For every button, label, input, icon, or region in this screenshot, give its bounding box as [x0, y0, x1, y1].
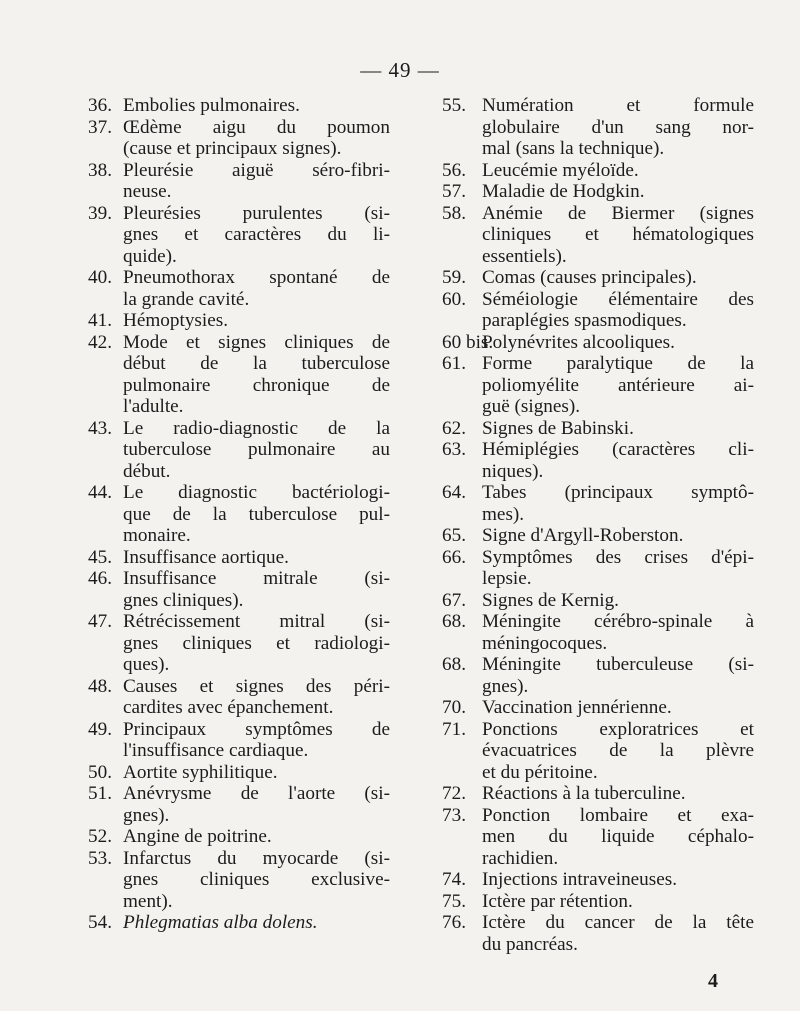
- item-number: 55.: [442, 95, 466, 116]
- item-number: 67.: [442, 589, 466, 611]
- list-item: [442, 332, 754, 354]
- item-number: 39.: [88, 202, 112, 224]
- item-number: 44.: [88, 482, 112, 503]
- list-item: [88, 783, 390, 826]
- list-item: [442, 439, 754, 482]
- item-text: [123, 611, 390, 676]
- list-item: [442, 654, 754, 697]
- item-number: 49.: [88, 718, 112, 740]
- item-text: [482, 547, 754, 590]
- item-text-line: lepsie.: [482, 568, 532, 589]
- item-number: 53.: [88, 847, 112, 869]
- item-number: 68.: [442, 611, 466, 632]
- list-item: [88, 547, 390, 569]
- item-text-line: gnes cliniques).: [123, 589, 244, 611]
- item-text-line: Angine de poitrine.: [123, 826, 272, 847]
- item-text-line: Séméiologie élémentaire des: [482, 288, 754, 310]
- signature-mark: 4: [708, 970, 718, 992]
- item-number: 57.: [442, 181, 466, 202]
- item-number: 54.: [88, 912, 112, 933]
- list-item: [442, 547, 754, 590]
- item-number: 60.: [442, 288, 466, 310]
- item-text-line: Leucémie myéloïde.: [482, 159, 639, 181]
- list-item: [88, 482, 390, 547]
- item-text-line: Rétrécissement mitral (si-: [123, 611, 390, 632]
- item-text-line: poliomyélite antérieure ai-: [482, 374, 754, 396]
- item-text: [482, 267, 754, 289]
- item-text-line: Insuffisance aortique.: [123, 546, 289, 568]
- list-item: [442, 95, 754, 160]
- item-text-line: ques).: [123, 654, 170, 675]
- item-text: [482, 95, 754, 160]
- list-item: [88, 912, 390, 934]
- list-item: [88, 848, 390, 913]
- item-number: 66.: [442, 546, 466, 568]
- list-item: [88, 719, 390, 762]
- item-text-line: Numération et formule: [482, 95, 754, 116]
- list-item: [88, 267, 390, 310]
- item-text: [482, 719, 754, 784]
- item-text: [123, 547, 390, 569]
- right-column: [442, 95, 754, 955]
- item-text-line: méningocoques.: [482, 632, 608, 654]
- item-number: 36.: [88, 95, 112, 116]
- item-number: 56.: [442, 159, 466, 181]
- item-text: [123, 418, 390, 483]
- item-text-line: Ponction lombaire et exa-: [482, 804, 754, 826]
- item-text: [482, 912, 754, 955]
- list-item: [88, 332, 390, 418]
- item-text: [482, 353, 754, 418]
- item-number: 46.: [88, 568, 112, 589]
- item-text: [482, 181, 754, 203]
- item-text: [482, 891, 754, 913]
- item-text-line: Polynévrites alcooliques.: [482, 331, 675, 353]
- item-number: 73.: [442, 804, 466, 826]
- item-text-line: quide).: [123, 245, 177, 267]
- item-text: [123, 568, 390, 611]
- list-item: [442, 160, 754, 182]
- item-text-line: Hémiplégies (caractères cli-: [482, 439, 754, 460]
- item-text-line: men du liquide céphalo-: [482, 826, 754, 847]
- item-text-line: début.: [123, 460, 171, 482]
- item-text: [123, 203, 390, 268]
- item-text-line: Signe d'Argyll-Roberston.: [482, 525, 684, 546]
- item-text-line: Aortite syphilitique.: [123, 761, 278, 783]
- item-text-line: évacuatrices de la plèvre: [482, 740, 754, 761]
- item-text: [482, 203, 754, 268]
- item-text-line: Symptômes des crises d'épi-: [482, 546, 754, 568]
- list-item: [442, 418, 754, 440]
- item-text: [482, 611, 754, 654]
- item-text-line: Hémoptysies.: [123, 310, 228, 331]
- item-text-line: Anévrysme de l'aorte (si-: [123, 783, 390, 804]
- item-text: [482, 654, 754, 697]
- item-text-line: paraplégies spasmodiques.: [482, 310, 687, 331]
- item-text-line: Pleurésie aiguë séro-fibri-: [123, 159, 390, 181]
- item-text: [482, 160, 754, 182]
- item-text-line: Pleurésies purulentes (si-: [123, 202, 390, 224]
- list-item: [442, 289, 754, 332]
- item-number: 47.: [88, 611, 112, 632]
- item-text: [123, 783, 390, 826]
- item-text-line: guë (signes).: [482, 396, 581, 417]
- item-text: [482, 289, 754, 332]
- item-number: 61.: [442, 353, 466, 374]
- item-text-line: du pancréas.: [482, 933, 578, 955]
- item-text: [123, 912, 390, 934]
- item-text: [123, 676, 390, 719]
- item-text-line: Pneumothorax spontané de: [123, 267, 390, 288]
- item-number: 59.: [442, 267, 466, 288]
- list-item: [88, 310, 390, 332]
- item-text: [482, 482, 754, 525]
- item-text-line: début de la tuberculose: [123, 353, 390, 374]
- item-text-line: rachidien.: [482, 847, 559, 869]
- list-item: [88, 826, 390, 848]
- item-number: 43.: [88, 417, 112, 439]
- item-text-line: Principaux symptômes de: [123, 718, 390, 740]
- item-text-line: ment).: [123, 890, 173, 912]
- item-text: [482, 418, 754, 440]
- item-text: [123, 95, 390, 117]
- item-text-line: Le radio-diagnostic de la: [123, 417, 390, 439]
- item-text-line: Forme paralytique de la: [482, 353, 754, 374]
- item-number: 74.: [442, 869, 466, 890]
- item-text-line: Vaccination jennérienne.: [482, 697, 672, 718]
- item-number: 42.: [88, 331, 112, 353]
- item-number: 64.: [442, 482, 466, 503]
- list-item: [442, 482, 754, 525]
- list-item: [442, 912, 754, 955]
- list-item: [442, 525, 754, 547]
- item-text-line: cardites avec épanchement.: [123, 697, 334, 718]
- item-number: 70.: [442, 697, 466, 718]
- item-text-line: la grande cavité.: [123, 288, 250, 310]
- item-text-line: Méningite cérébro-spinale à: [482, 611, 754, 632]
- item-number: 76.: [442, 912, 466, 933]
- item-number: 58.: [442, 202, 466, 224]
- item-text-line: l'insuffisance cardiaque.: [123, 740, 309, 761]
- list-item: [442, 353, 754, 418]
- item-number: 63.: [442, 439, 466, 460]
- item-text-line: Insuffisance mitrale (si-: [123, 568, 390, 589]
- item-text-line: Méningite tuberculeuse (si-: [482, 654, 754, 675]
- item-number: 71.: [442, 718, 466, 740]
- item-text-line: Ictère du cancer de la tête: [482, 912, 754, 933]
- item-text: [123, 762, 390, 784]
- list-item: [88, 676, 390, 719]
- item-text-line: Ponctions exploratrices et: [482, 718, 754, 740]
- item-text-line: niques).: [482, 460, 544, 482]
- item-text-line: Phlegmatias alba dolens.: [123, 912, 318, 933]
- list-item: [442, 891, 754, 913]
- item-text-line: Injections intraveineuses.: [482, 869, 678, 890]
- item-text-line: tuberculose pulmonaire au: [123, 439, 390, 460]
- item-text-line: Signes de Kernig.: [482, 589, 619, 611]
- item-text-line: et du péritoine.: [482, 761, 598, 783]
- item-number: 62.: [442, 417, 466, 439]
- item-text: [123, 160, 390, 203]
- item-text-line: pulmonaire chronique de: [123, 374, 390, 396]
- list-item: [88, 762, 390, 784]
- item-text-line: Mode et signes cliniques de: [123, 331, 390, 353]
- list-item: [88, 117, 390, 160]
- item-text: [123, 310, 390, 332]
- item-text: [123, 826, 390, 848]
- item-text: [123, 482, 390, 547]
- item-text: [482, 332, 754, 354]
- item-text-line: Réactions à la tuberculine.: [482, 783, 686, 804]
- item-number: 40.: [88, 267, 112, 288]
- item-text: [123, 117, 390, 160]
- item-text-line: Tabes (principaux symptô-: [482, 482, 754, 503]
- item-text: [482, 697, 754, 719]
- item-text-line: Ictère par rétention.: [482, 890, 633, 912]
- item-text-line: gnes).: [123, 804, 170, 826]
- item-text-line: Signes de Babinski.: [482, 417, 634, 439]
- list-item: [88, 568, 390, 611]
- item-number: 65.: [442, 525, 466, 546]
- item-number: 45.: [88, 546, 112, 568]
- item-text-line: Le diagnostic bactériologi-: [123, 482, 390, 503]
- list-item: [442, 805, 754, 870]
- item-text-line: essentiels).: [482, 245, 567, 267]
- item-number: 72.: [442, 783, 466, 804]
- item-text-line: mes).: [482, 503, 525, 525]
- list-item: [88, 611, 390, 676]
- item-text: [482, 439, 754, 482]
- item-text-line: Anémie de Biermer (signes: [482, 202, 754, 224]
- list-item: [88, 203, 390, 268]
- item-text-line: (cause et principaux signes).: [123, 138, 342, 159]
- item-text-line: gnes cliniques et radiologi-: [123, 632, 390, 654]
- item-text-line: l'adulte.: [123, 396, 184, 417]
- list-item: [442, 783, 754, 805]
- item-number: 52.: [88, 826, 112, 847]
- item-text-line: gnes cliniques exclusive-: [123, 869, 390, 890]
- list-item: [442, 611, 754, 654]
- list-item: [442, 697, 754, 719]
- page-number: — 49 —: [360, 58, 440, 82]
- item-number: 50.: [88, 761, 112, 783]
- item-text-line: Infarctus du myocarde (si-: [123, 847, 390, 869]
- item-number: 51.: [88, 783, 112, 804]
- item-text: [123, 848, 390, 913]
- item-number: 48.: [88, 675, 112, 697]
- item-number: 41.: [88, 310, 112, 331]
- item-text: [482, 869, 754, 891]
- item-text-line: gnes).: [482, 675, 529, 697]
- list-item: [442, 203, 754, 268]
- item-text-line: gnes et caractères du li-: [123, 224, 390, 245]
- item-text-line: Œdème aigu du poumon: [123, 116, 390, 138]
- item-text: [123, 719, 390, 762]
- item-text-line: monaire.: [123, 525, 191, 546]
- list-item: [442, 590, 754, 612]
- item-number: 68.: [442, 654, 466, 675]
- list-item: [88, 160, 390, 203]
- item-number: 37.: [88, 116, 112, 138]
- item-text-line: Maladie de Hodgkin.: [482, 181, 645, 202]
- item-text: [482, 783, 754, 805]
- left-column: [88, 95, 390, 934]
- item-text: [482, 805, 754, 870]
- item-text: [482, 590, 754, 612]
- item-text-line: globulaire d'un sang nor-: [482, 116, 754, 138]
- list-item: [88, 418, 390, 483]
- item-number: 60 bis.: [442, 331, 494, 353]
- item-text: [123, 267, 390, 310]
- list-item: [88, 95, 390, 117]
- item-text-line: neuse.: [123, 181, 172, 202]
- item-text-line: cliniques et hématologiques: [482, 224, 754, 245]
- list-item: [442, 869, 754, 891]
- item-number: 38.: [88, 159, 112, 181]
- item-text-line: que de la tuberculose pul-: [123, 503, 390, 525]
- list-item: [442, 181, 754, 203]
- list-item: [442, 719, 754, 784]
- list-item: [442, 267, 754, 289]
- item-text-line: Embolies pulmonaires.: [123, 95, 300, 116]
- item-number: 75.: [442, 890, 466, 912]
- item-text: [482, 525, 754, 547]
- item-text-line: Comas (causes principales).: [482, 267, 697, 288]
- item-text-line: Causes et signes des péri-: [123, 675, 390, 697]
- item-text: [123, 332, 390, 418]
- item-text-line: mal (sans la technique).: [482, 138, 665, 159]
